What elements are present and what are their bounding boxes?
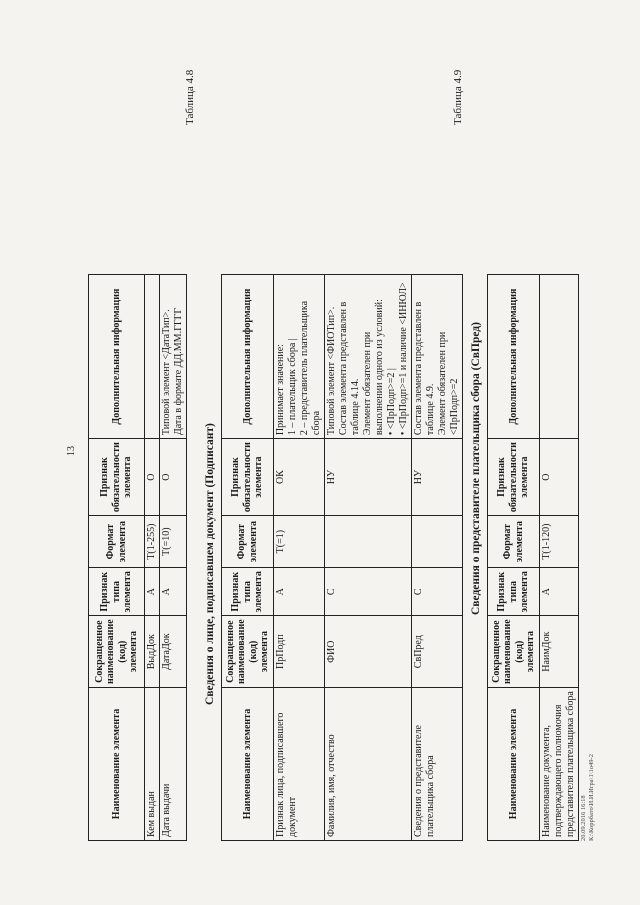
cell-info	[145, 275, 160, 439]
header-element-name: Наименование элемента	[89, 688, 145, 841]
table-caption-4-8: Таблица 4.8	[184, 69, 196, 125]
footer-path: К:\Коррбато\И.И.Игра\1\1о49-2	[587, 754, 595, 841]
footer-date: 20.09.2016 16:18	[580, 795, 587, 841]
cell-type: А	[540, 568, 579, 616]
cell-name: Кем выдан	[145, 688, 160, 841]
table-caption-4-9: Таблица 4.9	[452, 69, 464, 125]
cell-required: НУ	[412, 439, 463, 516]
table-title-4-8: Сведения о лице, подписавшем документ (Подписант)	[204, 423, 216, 705]
info-line: Элемент обязателен при выполнении одного из условий:	[362, 299, 385, 436]
cell-format: T(1-255)	[145, 516, 160, 568]
info-line: • <ПрПодп>=2 |	[386, 368, 397, 436]
cell-type: А	[160, 568, 187, 616]
table-row	[274, 275, 325, 841]
cell-format	[412, 516, 463, 568]
info-line: Типовой элемент <ДатаТип>.	[161, 309, 172, 436]
cell-required: О	[540, 439, 579, 516]
table-4-8	[221, 274, 463, 841]
cell-code: ДатаДок	[160, 616, 187, 688]
header-element-type: Признак типа элемента	[488, 568, 540, 616]
header-element-required: Признак обязательности элемента	[488, 439, 540, 516]
header-element-format: Формат элемента	[488, 516, 540, 568]
info-line: Дата в формате ДД.ММ.ГГГГ	[173, 307, 184, 436]
table-4-9	[487, 274, 579, 841]
cell-info	[325, 275, 412, 439]
cell-format	[325, 516, 412, 568]
cell-code: ВыдДок	[145, 616, 160, 688]
header-element-code: Сокращенное наименование (код) элемента	[222, 616, 274, 688]
header-element-required: Признак обязательности элемента	[222, 439, 274, 516]
cell-code: НаимДок	[540, 616, 579, 688]
info-line: 2 – представитель плательщика сбора	[299, 300, 322, 436]
info-line: 1 – плательщик сбора |	[287, 338, 298, 436]
cell-format: T(1-120)	[540, 516, 579, 568]
info-line: Состав элемента представлен в таблице 4.9.	[413, 301, 436, 436]
cell-format: T(=10)	[160, 516, 187, 568]
header-element-code: Сокращенное наименование (код) элемента	[488, 616, 540, 688]
cell-name: Дата выдачи	[160, 688, 187, 841]
header-element-name: Наименование элемента	[222, 688, 274, 841]
info-line: • <ПрПодп>=1 и наличие <ИНЮЛ>	[398, 282, 409, 436]
header-element-format: Формат элемента	[222, 516, 274, 568]
table-title-4-9: Сведения о представителе плательщика сбора (СвПред)	[470, 322, 482, 615]
table-row	[540, 275, 579, 841]
info-line: Состав элемента представлен в таблице 4.14.	[338, 301, 361, 436]
table-document-continuation	[88, 274, 187, 841]
header-element-type: Признак типа элемента	[89, 568, 145, 616]
cell-name: Сведения о представителе плательщика сбора	[412, 688, 463, 841]
info-line: Элемент обязателен при <ПрПодп>=2	[437, 331, 460, 436]
cell-type: С	[325, 568, 412, 616]
header-element-name: Наименование элемента	[488, 688, 540, 841]
cell-code: ПрПодп	[274, 616, 325, 688]
cell-required: НУ	[325, 439, 412, 516]
table-row	[325, 275, 412, 841]
page-number: 13	[66, 446, 77, 456]
table-row	[412, 275, 463, 841]
header-element-code: Сокращенное наименование (код) элемента	[89, 616, 145, 688]
cell-type: А	[274, 568, 325, 616]
cell-required: ОК	[274, 439, 325, 516]
info-line: Типовой элемент <ФИОТип>.	[326, 306, 337, 436]
header-element-format: Формат элемента	[89, 516, 145, 568]
header-element-type: Признак типа элемента	[222, 568, 274, 616]
info-line: Принимает значение:	[275, 344, 286, 436]
table-row	[145, 275, 160, 841]
cell-name: Фамилия, имя, отчество	[325, 688, 412, 841]
cell-format: T(=1)	[274, 516, 325, 568]
cell-required: О	[145, 439, 160, 516]
cell-required: О	[160, 439, 187, 516]
cell-info	[540, 275, 579, 439]
header-additional-info: Дополнительная информация	[488, 275, 540, 439]
table-row	[160, 275, 187, 841]
cell-type: А	[145, 568, 160, 616]
footer-stamp	[580, 754, 596, 841]
header-additional-info: Дополнительная информация	[89, 275, 145, 439]
cell-code: ФИО	[325, 616, 412, 688]
cell-info	[412, 275, 463, 439]
cell-type: С	[412, 568, 463, 616]
cell-code: СвПред	[412, 616, 463, 688]
cell-info	[160, 275, 187, 439]
cell-info	[274, 275, 325, 439]
cell-name: Признак лица, подписавшего документ	[274, 688, 325, 841]
cell-name: Наименование документа, подтверждающего полномочия представителя плательщика сбора	[540, 688, 579, 841]
header-element-required: Признак обязательности элемента	[89, 439, 145, 516]
header-additional-info: Дополнительная информация	[222, 275, 274, 439]
